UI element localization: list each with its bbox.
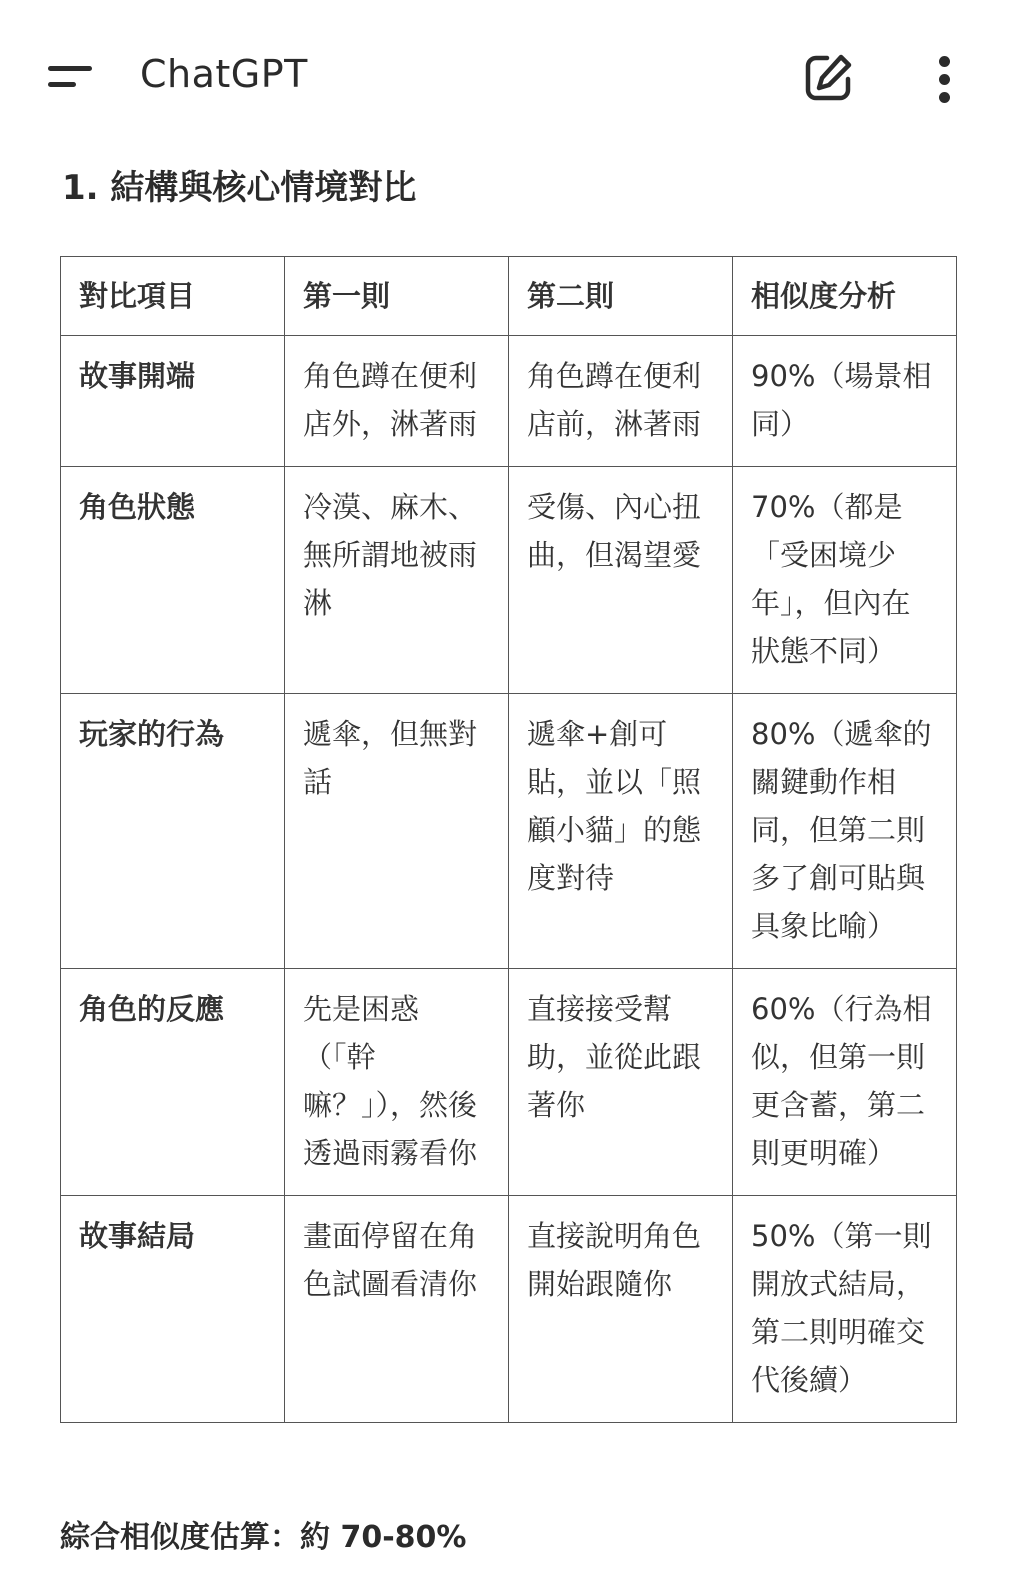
- more-dot: [939, 92, 950, 103]
- similarity-summary: 綜合相似度估算：約 70-80%: [60, 1520, 467, 1555]
- column-header-item: 對比項目: [61, 257, 285, 336]
- table-row: [61, 336, 957, 467]
- first-story-cell: 畫面停留在角色試圖看清你: [285, 1196, 509, 1423]
- table-header-row: [61, 257, 957, 336]
- table-row: [61, 1196, 957, 1423]
- table-row: [61, 467, 957, 694]
- column-header-second: 第二則: [509, 257, 733, 336]
- analysis-cell: 60%（行為相似，但第一則更含蓄，第二則更明確）: [733, 969, 957, 1196]
- second-story-cell: 遞傘+創可貼，並以「照顧小貓」的態度對待: [509, 694, 733, 969]
- row-item-cell: 角色狀態: [61, 467, 285, 694]
- column-header-first: 第一則: [285, 257, 509, 336]
- row-item-cell: 故事結局: [61, 1196, 285, 1423]
- analysis-cell: 90%（場景相同）: [733, 336, 957, 467]
- row-item-cell: 角色的反應: [61, 969, 285, 1196]
- second-story-cell: 角色蹲在便利店前，淋著雨: [509, 336, 733, 467]
- menu-icon-line: [48, 82, 76, 87]
- first-story-cell: 遞傘，但無對話: [285, 694, 509, 969]
- second-story-cell: 受傷、內心扭曲，但渴望愛: [509, 467, 733, 694]
- row-item-cell: 故事開端: [61, 336, 285, 467]
- app-title: ChatGPT: [140, 52, 308, 96]
- table-row: [61, 969, 957, 1196]
- second-story-cell: 直接說明角色開始跟隨你: [509, 1196, 733, 1423]
- second-story-cell: 直接接受幫助，並從此跟著你: [509, 969, 733, 1196]
- top-app-bar: [0, 0, 1029, 150]
- menu-icon[interactable]: [40, 55, 100, 99]
- row-item-cell: 玩家的行為: [61, 694, 285, 969]
- more-dot: [939, 56, 950, 67]
- menu-icon-line: [48, 66, 92, 71]
- first-story-cell: 冷漠、麻木、無所謂地被雨淋: [285, 467, 509, 694]
- analysis-cell: 50%（第一則開放式結局，第二則明確交代後續）: [733, 1196, 957, 1423]
- edit-icon[interactable]: [800, 50, 856, 106]
- table-row: [61, 694, 957, 969]
- analysis-cell: 70%（都是「受困境少年」，但內在狀態不同）: [733, 467, 957, 694]
- first-story-cell: 先是困惑（「幹嘛？」），然後透過雨霧看你: [285, 969, 509, 1196]
- more-vertical-icon[interactable]: [925, 52, 965, 108]
- more-dot: [939, 74, 950, 85]
- column-header-analysis: 相似度分析: [733, 257, 957, 336]
- analysis-cell: 80%（遞傘的關鍵動作相同，但第二則多了創可貼與具象比喻）: [733, 694, 957, 969]
- comparison-table: [60, 256, 957, 1423]
- first-story-cell: 角色蹲在便利店外，淋著雨: [285, 336, 509, 467]
- section-heading: 1. 結構與核心情境對比: [62, 168, 417, 208]
- edit-icon-graphic: [800, 50, 856, 106]
